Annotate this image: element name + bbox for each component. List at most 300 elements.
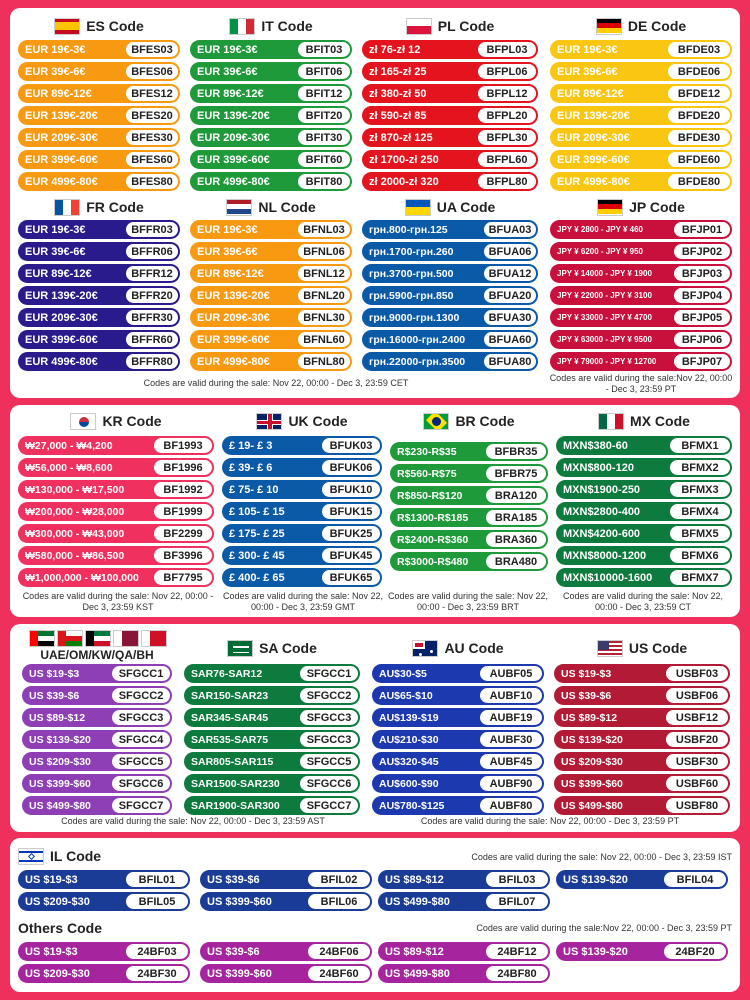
nl-coupon-code[interactable]: BFNL12 (298, 266, 350, 281)
kr-coupon-code[interactable]: BF2299 (154, 526, 212, 541)
gcc-coupon-code[interactable]: SFGCC5 (112, 754, 170, 769)
mx-coupon-code[interactable]: BFMX3 (670, 482, 730, 497)
nl-code-pill[interactable] (190, 242, 352, 261)
fr-code-pill[interactable] (18, 220, 180, 239)
sa-code-pill[interactable] (184, 796, 360, 815)
fr-code-pill[interactable] (18, 352, 180, 371)
kr-coupon-code[interactable]: BF1996 (154, 460, 212, 475)
us-code-pill[interactable] (554, 730, 730, 749)
us-code-pill[interactable] (554, 708, 730, 727)
es-coupon-code[interactable]: BFES30 (126, 130, 178, 145)
nl-price-range: EUR 89€-12€ (197, 267, 264, 280)
de-code-pill[interactable] (550, 128, 732, 147)
uk-code-pill[interactable] (222, 458, 382, 477)
br-coupon-code[interactable]: BRA480 (486, 554, 546, 569)
jp-code-pill[interactable] (550, 264, 732, 283)
ua-code-pill[interactable] (362, 330, 538, 349)
others-code-pill[interactable] (200, 942, 372, 961)
pl-price-range: zł 870-zł 125 (369, 131, 433, 144)
mx-coupon-code[interactable]: BFMX7 (670, 570, 730, 585)
it-coupon-code[interactable]: BFIT30 (298, 130, 350, 145)
fr-coupon-code[interactable]: BFFR20 (126, 288, 178, 303)
br-coupon-code[interactable]: BFBR75 (486, 466, 546, 481)
es-code-pill[interactable] (18, 150, 180, 169)
il-coupon-code[interactable]: BFIL06 (308, 894, 370, 909)
gcc-code-pill[interactable] (22, 752, 172, 771)
kr-coupon-code[interactable]: BF7795 (154, 570, 212, 585)
jp-coupon-code[interactable]: BFJP04 (674, 288, 730, 303)
pl-code-pill[interactable] (362, 150, 538, 169)
pl-coupon-code[interactable]: BFPL80 (478, 174, 536, 189)
flag-nl-icon (226, 199, 252, 216)
uk-coupon-code[interactable]: BFUK45 (322, 548, 380, 563)
pl-coupon-code[interactable]: BFPL60 (478, 152, 536, 167)
il-coupon-code[interactable]: BFIL07 (486, 894, 548, 909)
il-code-pill[interactable] (18, 892, 190, 911)
others-coupon-code[interactable]: 24BF60 (308, 966, 370, 981)
ua-coupon-code[interactable]: BFUA80 (484, 354, 536, 369)
us-price-range: US $499-$80 (561, 799, 623, 812)
de-code-pill[interactable] (550, 84, 732, 103)
it-code-pill[interactable] (190, 150, 352, 169)
ua-price-range: грн.3700-грн.500 (369, 267, 454, 280)
nl-price-range: EUR 39€-6€ (197, 245, 258, 258)
br-price-range: R$2400-R$360 (397, 533, 469, 546)
au-coupon-code[interactable]: AUBF80 (480, 798, 542, 813)
au-price-range: AU$600-$90 (379, 777, 439, 790)
fr-code-pill[interactable] (18, 264, 180, 283)
ua-code-pill[interactable] (362, 308, 538, 327)
others-coupon-code[interactable]: 24BF03 (126, 944, 188, 959)
sa-code-pill[interactable] (184, 774, 360, 793)
validity-note-gmt: Codes are valid during the sale: Nov 22, 00:00 - Dec 3, 23:59 GMT (222, 591, 384, 612)
ua-code-pill[interactable] (362, 242, 538, 261)
au-coupon-code[interactable]: AUBF05 (480, 666, 542, 681)
sa-code-pill[interactable] (184, 752, 360, 771)
il-coupon-code[interactable]: BFIL03 (486, 872, 548, 887)
au-coupon-code[interactable]: AUBF90 (480, 776, 542, 791)
br-code-pill[interactable] (390, 442, 548, 461)
sa-coupon-code[interactable]: SFGCC3 (300, 710, 358, 725)
others-code-pill[interactable] (378, 964, 550, 983)
mx-code-pill[interactable] (556, 502, 732, 521)
jp-coupon-code[interactable]: BFJP05 (674, 310, 730, 325)
au-code-pill[interactable] (372, 730, 544, 749)
fr-coupon-code[interactable]: BFFR60 (126, 332, 178, 347)
il-coupon-code[interactable]: BFIL02 (308, 872, 370, 887)
gcc-code-pill[interactable] (22, 686, 172, 705)
flag-au-icon (412, 640, 438, 657)
sa-code-pill[interactable] (184, 730, 360, 749)
sa-coupon-code[interactable]: SFGCC1 (300, 666, 358, 681)
nl-coupon-code[interactable]: BFNL03 (298, 222, 350, 237)
sa-price-range: SAR535-SAR75 (191, 733, 269, 746)
ua-coupon-code[interactable]: BFUA03 (484, 222, 536, 237)
nl-code-pill[interactable] (190, 330, 352, 349)
fr-coupon-code[interactable]: BFFR30 (126, 310, 178, 325)
il-coupon-code[interactable]: BFIL01 (126, 872, 188, 887)
gcc-coupon-code[interactable]: SFGCC1 (112, 666, 170, 681)
others-code-pill[interactable] (18, 964, 190, 983)
nl-coupon-code[interactable]: BFNL30 (298, 310, 350, 325)
fr-code-pill[interactable] (18, 286, 180, 305)
il-code-pill[interactable] (556, 870, 728, 889)
es-coupon-code[interactable]: BFES06 (126, 64, 178, 79)
fr-title: FR Code (86, 199, 144, 215)
es-code-pill[interactable] (18, 62, 180, 81)
uk-code-pill[interactable] (222, 480, 382, 499)
ua-code-pill[interactable] (362, 286, 538, 305)
fr-coupon-code[interactable]: BFFR03 (126, 222, 178, 237)
pl-code-pill[interactable] (362, 40, 538, 59)
es-code-pill[interactable] (18, 172, 180, 191)
kr-coupon-code[interactable]: BF1993 (154, 438, 212, 453)
us-header (554, 637, 730, 659)
us-coupon-code[interactable]: USBF30 (666, 754, 728, 769)
au-coupon-code[interactable]: AUBF45 (480, 754, 542, 769)
kr-code-pill[interactable] (18, 524, 214, 543)
de-code-pill[interactable] (550, 40, 732, 59)
it-price-range: EUR 209€-30€ (197, 131, 270, 144)
us-coupon-code[interactable]: USBF20 (666, 732, 728, 747)
il-coupon-code[interactable]: BFIL04 (664, 872, 726, 887)
br-coupon-code[interactable]: BFBR35 (486, 444, 546, 459)
sa-coupon-code[interactable]: SFGCC3 (300, 732, 358, 747)
es-price-range: EUR 209€-30€ (25, 131, 98, 144)
mx-coupon-code[interactable]: BFMX6 (670, 548, 730, 563)
kr-code-pill[interactable] (18, 568, 214, 587)
au-code-pill[interactable] (372, 708, 544, 727)
jp-code-pill[interactable] (550, 330, 732, 349)
au-code-pill[interactable] (372, 686, 544, 705)
il-code-pill[interactable] (200, 870, 372, 889)
de-coupon-code[interactable]: BFDE20 (668, 108, 730, 123)
mx-coupon-code[interactable]: BFMX5 (670, 526, 730, 541)
mx-price-range: MXN$4200-600 (563, 527, 641, 540)
br-code-pill[interactable] (390, 486, 548, 505)
us-code-pill[interactable] (554, 796, 730, 815)
de-coupon-code[interactable]: BFDE12 (668, 86, 730, 101)
others-coupon-code[interactable]: 24BF12 (486, 944, 548, 959)
kr-header (18, 410, 214, 432)
il-price-range: US $209-$30 (25, 895, 90, 908)
nl-coupon-code[interactable]: BFNL06 (298, 244, 350, 259)
uk-coupon-code[interactable]: BFUK03 (322, 438, 380, 453)
gcc-coupon-code[interactable]: SFGCC4 (112, 732, 170, 747)
gcc-code-pill[interactable] (22, 708, 172, 727)
nl-code-pill[interactable] (190, 264, 352, 283)
au-coupon-code[interactable]: AUBF10 (480, 688, 542, 703)
pl-coupon-code[interactable]: BFPL12 (478, 86, 536, 101)
fr-code-pill[interactable] (18, 330, 180, 349)
flag-fr-icon (54, 199, 80, 216)
nl-coupon-code[interactable]: BFNL60 (298, 332, 350, 347)
es-code-pill[interactable] (18, 106, 180, 125)
fr-coupon-code[interactable]: BFFR12 (126, 266, 178, 281)
jp-price-range: JPY ¥ 33000 - JPY ¥ 4700 (557, 313, 652, 322)
il-code-pill[interactable] (18, 870, 190, 889)
au-title: AU Code (444, 640, 504, 656)
flag-jp-icon (597, 199, 623, 216)
others-code-pill[interactable] (18, 942, 190, 961)
mx-code-pill[interactable] (556, 546, 732, 565)
it-coupon-code[interactable]: BFIT20 (298, 108, 350, 123)
nl-coupon-code[interactable]: BFNL20 (298, 288, 350, 303)
pl-coupon-code[interactable]: BFPL03 (478, 42, 536, 57)
flag-sa-icon (227, 640, 253, 657)
it-code-pill[interactable] (190, 62, 352, 81)
it-coupon-code[interactable]: BFIT03 (298, 42, 350, 57)
jp-coupon-code[interactable]: BFJP03 (674, 266, 730, 281)
kr-code-pill[interactable] (18, 436, 214, 455)
pl-code-pill[interactable] (362, 62, 538, 81)
ua-coupon-code[interactable]: BFUA12 (484, 266, 536, 281)
uk-price-range: £ 105- £ 15 (229, 505, 285, 518)
it-code-pill[interactable] (190, 40, 352, 59)
it-price-range: EUR 399€-60€ (197, 153, 270, 166)
de-coupon-code[interactable]: BFDE30 (668, 130, 730, 145)
mx-code-pill[interactable] (556, 524, 732, 543)
fr-price-range: EUR 19€-3€ (25, 223, 86, 236)
ua-code-pill[interactable] (362, 220, 538, 239)
kr-code-pill[interactable] (18, 502, 214, 521)
jp-code-pill[interactable] (550, 308, 732, 327)
jp-price-range: JPY ¥ 79000 - JPY ¥ 12700 (557, 357, 657, 366)
br-code-pill[interactable] (390, 552, 548, 571)
il-code-pill[interactable] (378, 870, 550, 889)
nl-code-pill[interactable] (190, 220, 352, 239)
jp-coupon-code[interactable]: BFJP01 (674, 222, 730, 237)
others-code-pill[interactable] (200, 964, 372, 983)
fr-coupon-code[interactable]: BFFR80 (126, 354, 178, 369)
es-code-pill[interactable] (18, 128, 180, 147)
br-code-pill[interactable] (390, 508, 548, 527)
mx-code-pill[interactable] (556, 458, 732, 477)
pl-code-pill[interactable] (362, 128, 538, 147)
fr-code-pill[interactable] (18, 242, 180, 261)
flag-pl-icon (406, 18, 432, 35)
es-coupon-code[interactable]: BFES20 (126, 108, 178, 123)
gcc-code-pill[interactable] (22, 664, 172, 683)
sa-coupon-code[interactable]: SFGCC5 (300, 754, 358, 769)
de-coupon-code[interactable]: BFDE80 (668, 174, 730, 189)
es-price-range: EUR 499€-80€ (25, 175, 98, 188)
sa-header (184, 637, 360, 659)
ua-coupon-code[interactable]: BFUA06 (484, 244, 536, 259)
es-code-pill[interactable] (18, 84, 180, 103)
pl-price-range: zł 1700-zł 250 (369, 153, 439, 166)
gcc-coupon-code[interactable]: SFGCC2 (112, 688, 170, 703)
pl-coupon-code[interactable]: BFPL30 (478, 130, 536, 145)
kr-coupon-code[interactable]: BF3996 (154, 548, 212, 563)
sa-price-range: SAR76-SAR12 (191, 667, 263, 680)
nl-coupon-code[interactable]: BFNL80 (298, 354, 350, 369)
br-coupon-code[interactable]: BRA120 (486, 488, 546, 503)
nl-code-pill[interactable] (190, 352, 352, 371)
jp-coupon-code[interactable]: BFJP02 (674, 244, 730, 259)
uk-coupon-code[interactable]: BFUK10 (322, 482, 380, 497)
es-price-range: EUR 399€-60€ (25, 153, 98, 166)
others-price-range: US $399-$60 (207, 967, 272, 980)
pl-price-range: zł 76-zł 12 (369, 43, 421, 56)
mx-code-pill[interactable] (556, 480, 732, 499)
it-code-pill[interactable] (190, 84, 352, 103)
de-code-pill[interactable] (550, 150, 732, 169)
it-code-pill[interactable] (190, 172, 352, 191)
ua-coupon-code[interactable]: BFUA30 (484, 310, 536, 325)
ua-coupon-code[interactable]: BFUA20 (484, 288, 536, 303)
br-code-pill[interactable] (390, 530, 548, 549)
us-code-pill[interactable] (554, 752, 730, 771)
jp-coupon-code[interactable]: BFJP06 (674, 332, 730, 347)
es-code-pill[interactable] (18, 40, 180, 59)
pl-code-pill[interactable] (362, 106, 538, 125)
others-coupon-code[interactable]: 24BF06 (308, 944, 370, 959)
gcc-coupon-code[interactable]: SFGCC3 (112, 710, 170, 725)
mx-coupon-code[interactable]: BFMX1 (670, 438, 730, 453)
au-coupon-code[interactable]: AUBF19 (480, 710, 542, 725)
mx-code-pill[interactable] (556, 436, 732, 455)
au-code-pill[interactable] (372, 752, 544, 771)
kr-code-pill[interactable] (18, 480, 214, 499)
us-coupon-code[interactable]: USBF60 (666, 776, 728, 791)
ua-header (362, 196, 538, 218)
us-price-range: US $209-$30 (561, 755, 623, 768)
nl-code-pill[interactable] (190, 308, 352, 327)
au-code-pill[interactable] (372, 774, 544, 793)
mx-code-pill[interactable] (556, 568, 732, 587)
others-coupon-code[interactable]: 24BF80 (486, 966, 548, 981)
it-coupon-code[interactable]: BFIT80 (298, 174, 350, 189)
sa-coupon-code[interactable]: SFGCC6 (300, 776, 358, 791)
gcc-code-pill[interactable] (22, 774, 172, 793)
br-code-pill[interactable] (390, 464, 548, 483)
il-code-pill[interactable] (378, 892, 550, 911)
it-coupon-code[interactable]: BFIT12 (298, 86, 350, 101)
de-coupon-code[interactable]: BFDE03 (668, 42, 730, 57)
ua-code-pill[interactable] (362, 264, 538, 283)
kr-price-range: ₩56,000 - ₩8,600 (25, 461, 113, 474)
sa-code-pill[interactable] (184, 686, 360, 705)
br-coupon-code[interactable]: BRA360 (486, 532, 546, 547)
gcc-code-pill[interactable] (22, 730, 172, 749)
mx-coupon-code[interactable]: BFMX4 (670, 504, 730, 519)
gcc-coupon-code[interactable]: SFGCC6 (112, 776, 170, 791)
others-code-pill[interactable] (556, 942, 728, 961)
br-coupon-code[interactable]: BRA185 (486, 510, 546, 525)
gcc-code-pill[interactable] (22, 796, 172, 815)
uk-code-pill[interactable] (222, 524, 382, 543)
uk-coupon-code[interactable]: BFUK65 (322, 570, 380, 585)
uk-code-pill[interactable] (222, 436, 382, 455)
gcc-price-range: US $499-$80 (29, 799, 91, 812)
es-coupon-code[interactable]: BFES12 (126, 86, 178, 101)
gcc-price-range: US $89-$12 (29, 711, 86, 724)
sa-code-pill[interactable] (184, 664, 360, 683)
de-code-pill[interactable] (550, 106, 732, 125)
it-coupon-code[interactable]: BFIT60 (298, 152, 350, 167)
pl-code-pill[interactable] (362, 172, 538, 191)
uk-coupon-code[interactable]: BFUK25 (322, 526, 380, 541)
pl-coupon-code[interactable]: BFPL06 (478, 64, 536, 79)
sa-coupon-code[interactable]: SFGCC7 (300, 798, 358, 813)
de-code-pill[interactable] (550, 62, 732, 81)
kr-code-pill[interactable] (18, 546, 214, 565)
jp-price-range: JPY ¥ 63000 - JPY ¥ 9500 (557, 335, 652, 344)
au-code-pill[interactable] (372, 664, 544, 683)
jp-coupon-code[interactable]: BFJP07 (674, 354, 730, 369)
uk-coupon-code[interactable]: BFUK15 (322, 504, 380, 519)
us-coupon-code[interactable]: USBF06 (666, 688, 728, 703)
us-code-pill[interactable] (554, 664, 730, 683)
fr-code-pill[interactable] (18, 308, 180, 327)
au-code-pill[interactable] (372, 796, 544, 815)
mx-price-range: MXN$10000-1600 (563, 571, 653, 584)
fr-price-range: EUR 39€-6€ (25, 245, 86, 258)
us-coupon-code[interactable]: USBF12 (666, 710, 728, 725)
es-price-range: EUR 39€-6€ (25, 65, 86, 78)
jp-code-pill[interactable] (550, 286, 732, 305)
il-code-pill[interactable] (200, 892, 372, 911)
sa-code-pill[interactable] (184, 708, 360, 727)
jp-code-pill[interactable] (550, 220, 732, 239)
il-coupon-code[interactable]: BFIL05 (126, 894, 188, 909)
it-coupon-code[interactable]: BFIT06 (298, 64, 350, 79)
mx-price-range: MXN$800-120 (563, 461, 634, 474)
uk-coupon-code[interactable]: BFUK06 (322, 460, 380, 475)
kr-coupon-code[interactable]: BF1999 (154, 504, 212, 519)
sa-price-range: SAR345-SAR45 (191, 711, 269, 724)
uk-code-pill[interactable] (222, 546, 382, 565)
ua-code-pill[interactable] (362, 352, 538, 371)
us-coupon-code[interactable]: USBF03 (666, 666, 728, 681)
nl-header (190, 196, 352, 218)
us-code-pill[interactable] (554, 686, 730, 705)
sa-coupon-code[interactable]: SFGCC2 (300, 688, 358, 703)
uk-code-pill[interactable] (222, 502, 382, 521)
au-coupon-code[interactable]: AUBF30 (480, 732, 542, 747)
others-coupon-code[interactable]: 24BF20 (664, 944, 726, 959)
br-price-range: R$230-R$35 (397, 445, 457, 458)
it-code-pill[interactable] (190, 128, 352, 147)
pl-coupon-code[interactable]: BFPL20 (478, 108, 536, 123)
us-coupon-code[interactable]: USBF80 (666, 798, 728, 813)
fr-coupon-code[interactable]: BFFR06 (126, 244, 178, 259)
kr-code-pill[interactable] (18, 458, 214, 477)
pl-code-pill[interactable] (362, 84, 538, 103)
ua-coupon-code[interactable]: BFUA60 (484, 332, 536, 347)
es-coupon-code[interactable]: BFES80 (126, 174, 178, 189)
uk-code-pill[interactable] (222, 568, 382, 587)
us-code-pill[interactable] (554, 774, 730, 793)
it-code-pill[interactable] (190, 106, 352, 125)
others-coupon-code[interactable]: 24BF30 (126, 966, 188, 981)
de-coupon-code[interactable]: BFDE60 (668, 152, 730, 167)
gcc-coupon-code[interactable]: SFGCC7 (112, 798, 170, 813)
de-coupon-code[interactable]: BFDE06 (668, 64, 730, 79)
es-coupon-code[interactable]: BFES60 (126, 152, 178, 167)
es-coupon-code[interactable]: BFES03 (126, 42, 178, 57)
nl-code-pill[interactable] (190, 286, 352, 305)
nl-price-range: EUR 499€-80€ (197, 355, 270, 368)
mx-coupon-code[interactable]: BFMX2 (670, 460, 730, 475)
jp-code-pill[interactable] (550, 352, 732, 371)
others-code-pill[interactable] (378, 942, 550, 961)
il-price-range: US $39-$6 (207, 873, 260, 886)
jp-code-pill[interactable] (550, 242, 732, 261)
kr-coupon-code[interactable]: BF1992 (154, 482, 212, 497)
de-code-pill[interactable] (550, 172, 732, 191)
